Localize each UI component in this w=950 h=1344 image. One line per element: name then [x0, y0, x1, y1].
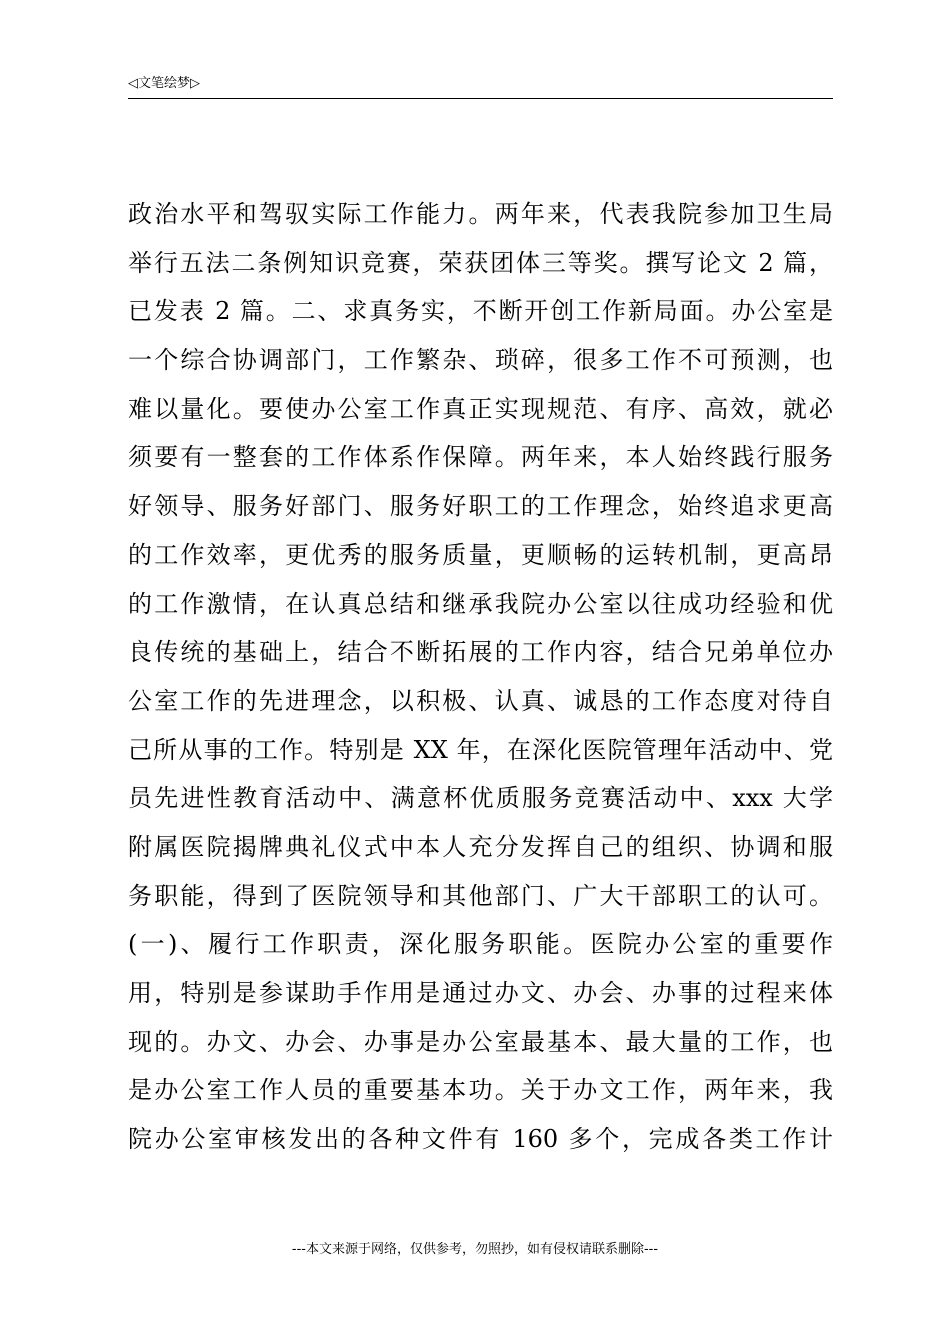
body-line: 员先进性教育活动中、满意杯优质服务竞赛活动中、xxx 大学 — [128, 784, 833, 813]
body-line: 是办公室工作人员的重要基本功。关于办文工作，两年来，我 — [128, 1076, 833, 1105]
body-line: 政治水平和驾驭实际工作能力。两年来，代表我院参加卫生局 — [128, 200, 833, 228]
body-line: (一)、履行工作职责，深化服务职能。医院办公室的重要作 — [128, 930, 833, 959]
page-header — [128, 72, 833, 99]
body-line: 的工作激情，在认真总结和继承我院办公室以往成功经验和优 — [128, 589, 833, 618]
body-line: 须要有一整套的工作体系作保障。两年来，本人始终践行服务 — [128, 443, 833, 472]
body-line: 院办公室审核发出的各种文件有 160 多个，完成各类工作计 — [128, 1125, 833, 1154]
body-line: 举行五法二条例知识竞赛，荣获团体三等奖。撰写论文 2 篇， — [128, 248, 833, 277]
header-title: ◁文笔绘梦▷ — [128, 76, 200, 91]
document-body — [128, 190, 833, 1164]
page-footer-disclaimer: ---本文来源于网络，仅供参考，勿照抄，如有侵权请联系删除--- — [291, 1242, 659, 1257]
body-line: 良传统的基础上，结合不断拓展的工作内容，结合兄弟单位办 — [128, 638, 833, 667]
body-line: 公室工作的先进理念，以积极、认真、诚恳的工作态度对待自 — [128, 686, 833, 715]
body-line: 务职能，得到了医院领导和其他部门、广大干部职工的认可。 — [128, 881, 833, 910]
body-line: 己所从事的工作。特别是 XX 年，在深化医院管理年活动中、党 — [128, 735, 833, 764]
body-line: 现的。办文、办会、办事是办公室最基本、最大量的工作，也 — [128, 1027, 833, 1056]
body-line: 的工作效率，更优秀的服务质量，更顺畅的运转机制，更高昂 — [128, 540, 833, 569]
body-line: 用，特别是参谋助手作用是通过办文、办会、办事的过程来体 — [128, 979, 833, 1007]
body-line: 附属医院揭牌典礼仪式中本人充分发挥自己的组织、协调和服 — [128, 832, 833, 861]
body-line: 好领导、服务好部门、服务好职工的工作理念，始终追求更高 — [128, 492, 833, 521]
body-line: 已发表 2 篇。二、求真务实，不断开创工作新局面。办公室是 — [128, 297, 833, 326]
body-line: 一个综合协调部门，工作繁杂、琐碎，很多工作不可预测，也 — [128, 346, 833, 375]
body-line: 难以量化。要使办公室工作真正实现规范、有序、高效，就必 — [128, 394, 833, 423]
